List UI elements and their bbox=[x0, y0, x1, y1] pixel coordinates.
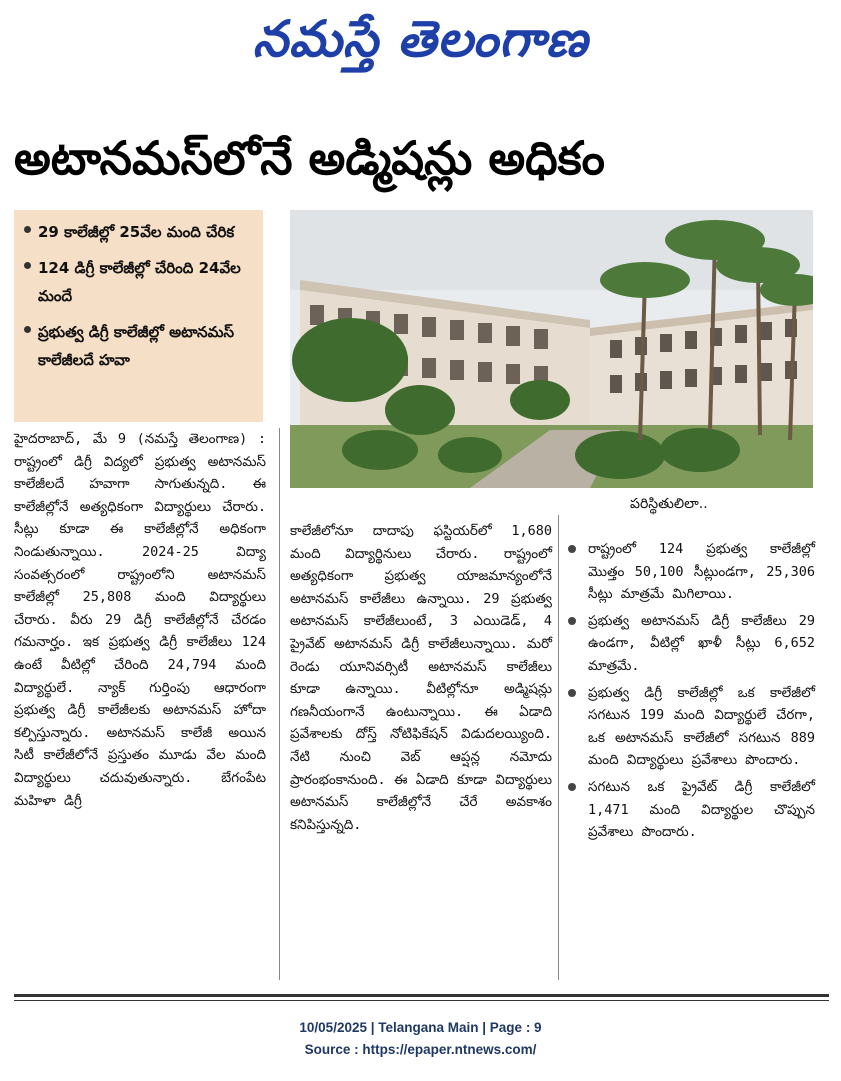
stat-point bbox=[566, 538, 815, 606]
bullet-icon bbox=[568, 617, 576, 625]
article-headline: అటానమస్‌లోనే అడ్మిషన్లు అధికం bbox=[14, 131, 605, 185]
bullet-icon bbox=[568, 689, 576, 697]
article-column-1: హైదరాబాద్‌, మే 9 (నమస్తే తెలంగాణ) : రాష్ట్రంలో డిగ్రీ విద్యలో ప్రభుత్వ అటానమస్‌ కాలేజీలదే హవాగా సాగుతున్నది. ఈ కాలేజీల్లోనే అత్యధికంగా విద్యార్థులు చేరారు. సీట్లు కూడా ఈ కాలేజీల్లోనే అధికంగా నిండుతున్నాయి. 2024-25 విద్యా సంవత్సరంలో రాష్ట్రంలోని అటానమస్‌ కాలేజీల్లో 25,808 మంది విద్యార్థులు చేరారు. వీరు 29 డిగ్రీ కాలేజీల్లోనే చేరడం గమనార్హం. ఇక ప్రభుత్వ డిగ్రీ కాలేజీలు 124 ఉంటే వీటిల్లో చేరింది 24,794 మంది విద్యార్థులే. న్యాక్‌ గుర్తింపు ఆధారంగా ప్రభుత్వ డిగ్రీ కాలేజీలకు అటానమస్‌ హోదా కల్పిస్తున్నారు. అటానమస్‌ కాలేజీ అయిన సిటీ కాలేజీలోనే ప్రస్తుతం మూడు వేల మంది విద్యార్థులు చదువుతున్నారు. బేగంపేట మహిళా డిగ్రీ bbox=[14, 431, 266, 809]
stat-point bbox=[566, 776, 815, 844]
photo-caption: పరిస్థితులిలా.. bbox=[630, 496, 708, 512]
column-divider bbox=[279, 428, 280, 980]
bullet-icon bbox=[24, 226, 31, 233]
stat-text: సగటున ఒక ప్రైవేట్‌ డిగ్రీ కాలేజీలో 1,471 మంది విద్యార్థుల చొప్పున ప్రవేశాలు పొందారు. bbox=[588, 778, 815, 841]
highlights-box bbox=[14, 210, 263, 422]
highlight-text: 29 కాలేజీల్లో 25వేల మంది చేరిక bbox=[38, 223, 235, 241]
article-column-3 bbox=[566, 538, 815, 978]
column-divider bbox=[558, 515, 559, 980]
bullet-icon bbox=[24, 262, 31, 269]
article-column-2: కాలేజీలోనూ దాదాపు ఫస్టియర్‌లో 1,680 మంది విద్యార్థినులు చేరారు. రాష్ట్రంలో అత్యధికంగా ప్రభుత్వ యాజమాన్యంలోనే అటానమస్‌ కాలేజీలు ఉన్నాయి. 29 ప్రభుత్వ అటానమస్‌ కాలేజీలుంటే, 3 ఎయిడెడ్‌, 4 ప్రైవేట్‌ అటానమస్‌ డిగ్రీ కాలేజీలున్నాయి. మరో రెండు యూనివర్సిటీ అటానమస్‌ కాలేజీలు కూడా ఉన్నాయి. వీటిల్లోనూ అడ్మిషన్లు గణనీయంగానే ఉంటున్నాయి. ఈ ఏడాది ప్రవేశాలకు దోస్త్‌ నోటిఫికేషన్‌ విడుదలయ్యింది. నేటి నుంచి వెబ్‌ ఆప్షన్ల నమోదు ప్రారంభంకానుంది. ఈ ఏడాది కూడా విద్యార్థులు అటానమస్‌ కాలేజీల్లోనే చేరే అవకాశం కనిపిస్తున్నది. bbox=[290, 523, 552, 833]
highlight-item bbox=[22, 218, 257, 246]
footer-source: Source : https://epaper.ntnews.com/ bbox=[304, 1042, 537, 1057]
stat-text: ప్రభుత్వ అటానమస్‌ డిగ్రీ కాలేజీలు 29 ఉండగా, వీటిల్లో ఖాళీ సీట్లు 6,652 మాత్రమే. bbox=[588, 612, 815, 674]
footer-date-page: 10/05/2025 | Telangana Main | Page : 9 bbox=[299, 1020, 542, 1035]
highlight-text: ప్రభుత్వ డిగ్రీ కాలేజీల్లో అటానమస్‌ కాలేజీలదే హవా bbox=[38, 323, 234, 369]
bullet-icon bbox=[24, 326, 31, 333]
highlight-item bbox=[22, 318, 257, 374]
bottom-rule-thin bbox=[14, 1000, 829, 1001]
highlight-item bbox=[22, 254, 257, 310]
masthead-title: నమస్తే తెలంగాణ bbox=[252, 10, 589, 68]
stat-point bbox=[566, 610, 815, 678]
stat-text: ప్రభుత్వ డిగ్రీ కాలేజీల్లో ఒక కాలేజీలో సగటున 199 మంది విద్యార్థులే చేరగా, ఒక అటానమస్‌ కాలేజీలో సగటున 889 మంది విద్యార్థులు ప్రవేశాలు పొందారు. bbox=[588, 684, 815, 769]
building-illustration bbox=[290, 210, 813, 488]
bullet-icon bbox=[568, 545, 576, 553]
bullet-icon bbox=[568, 783, 576, 791]
newspaper-masthead bbox=[0, 4, 841, 74]
stat-point bbox=[566, 682, 815, 772]
highlight-text: 124 డిగ్రీ కాలేజీల్లో చేరింది 24వేల మందే bbox=[38, 259, 241, 305]
stat-text: రాష్ట్రంలో 124 ప్రభుత్వ కాలేజీల్లో మొత్తం 50,100 సీట్లుండగా, 25,306 సీట్లు మాత్రమే మిగిలాయి. bbox=[588, 541, 815, 603]
college-building-photo bbox=[290, 210, 813, 488]
bottom-rule bbox=[14, 994, 829, 997]
